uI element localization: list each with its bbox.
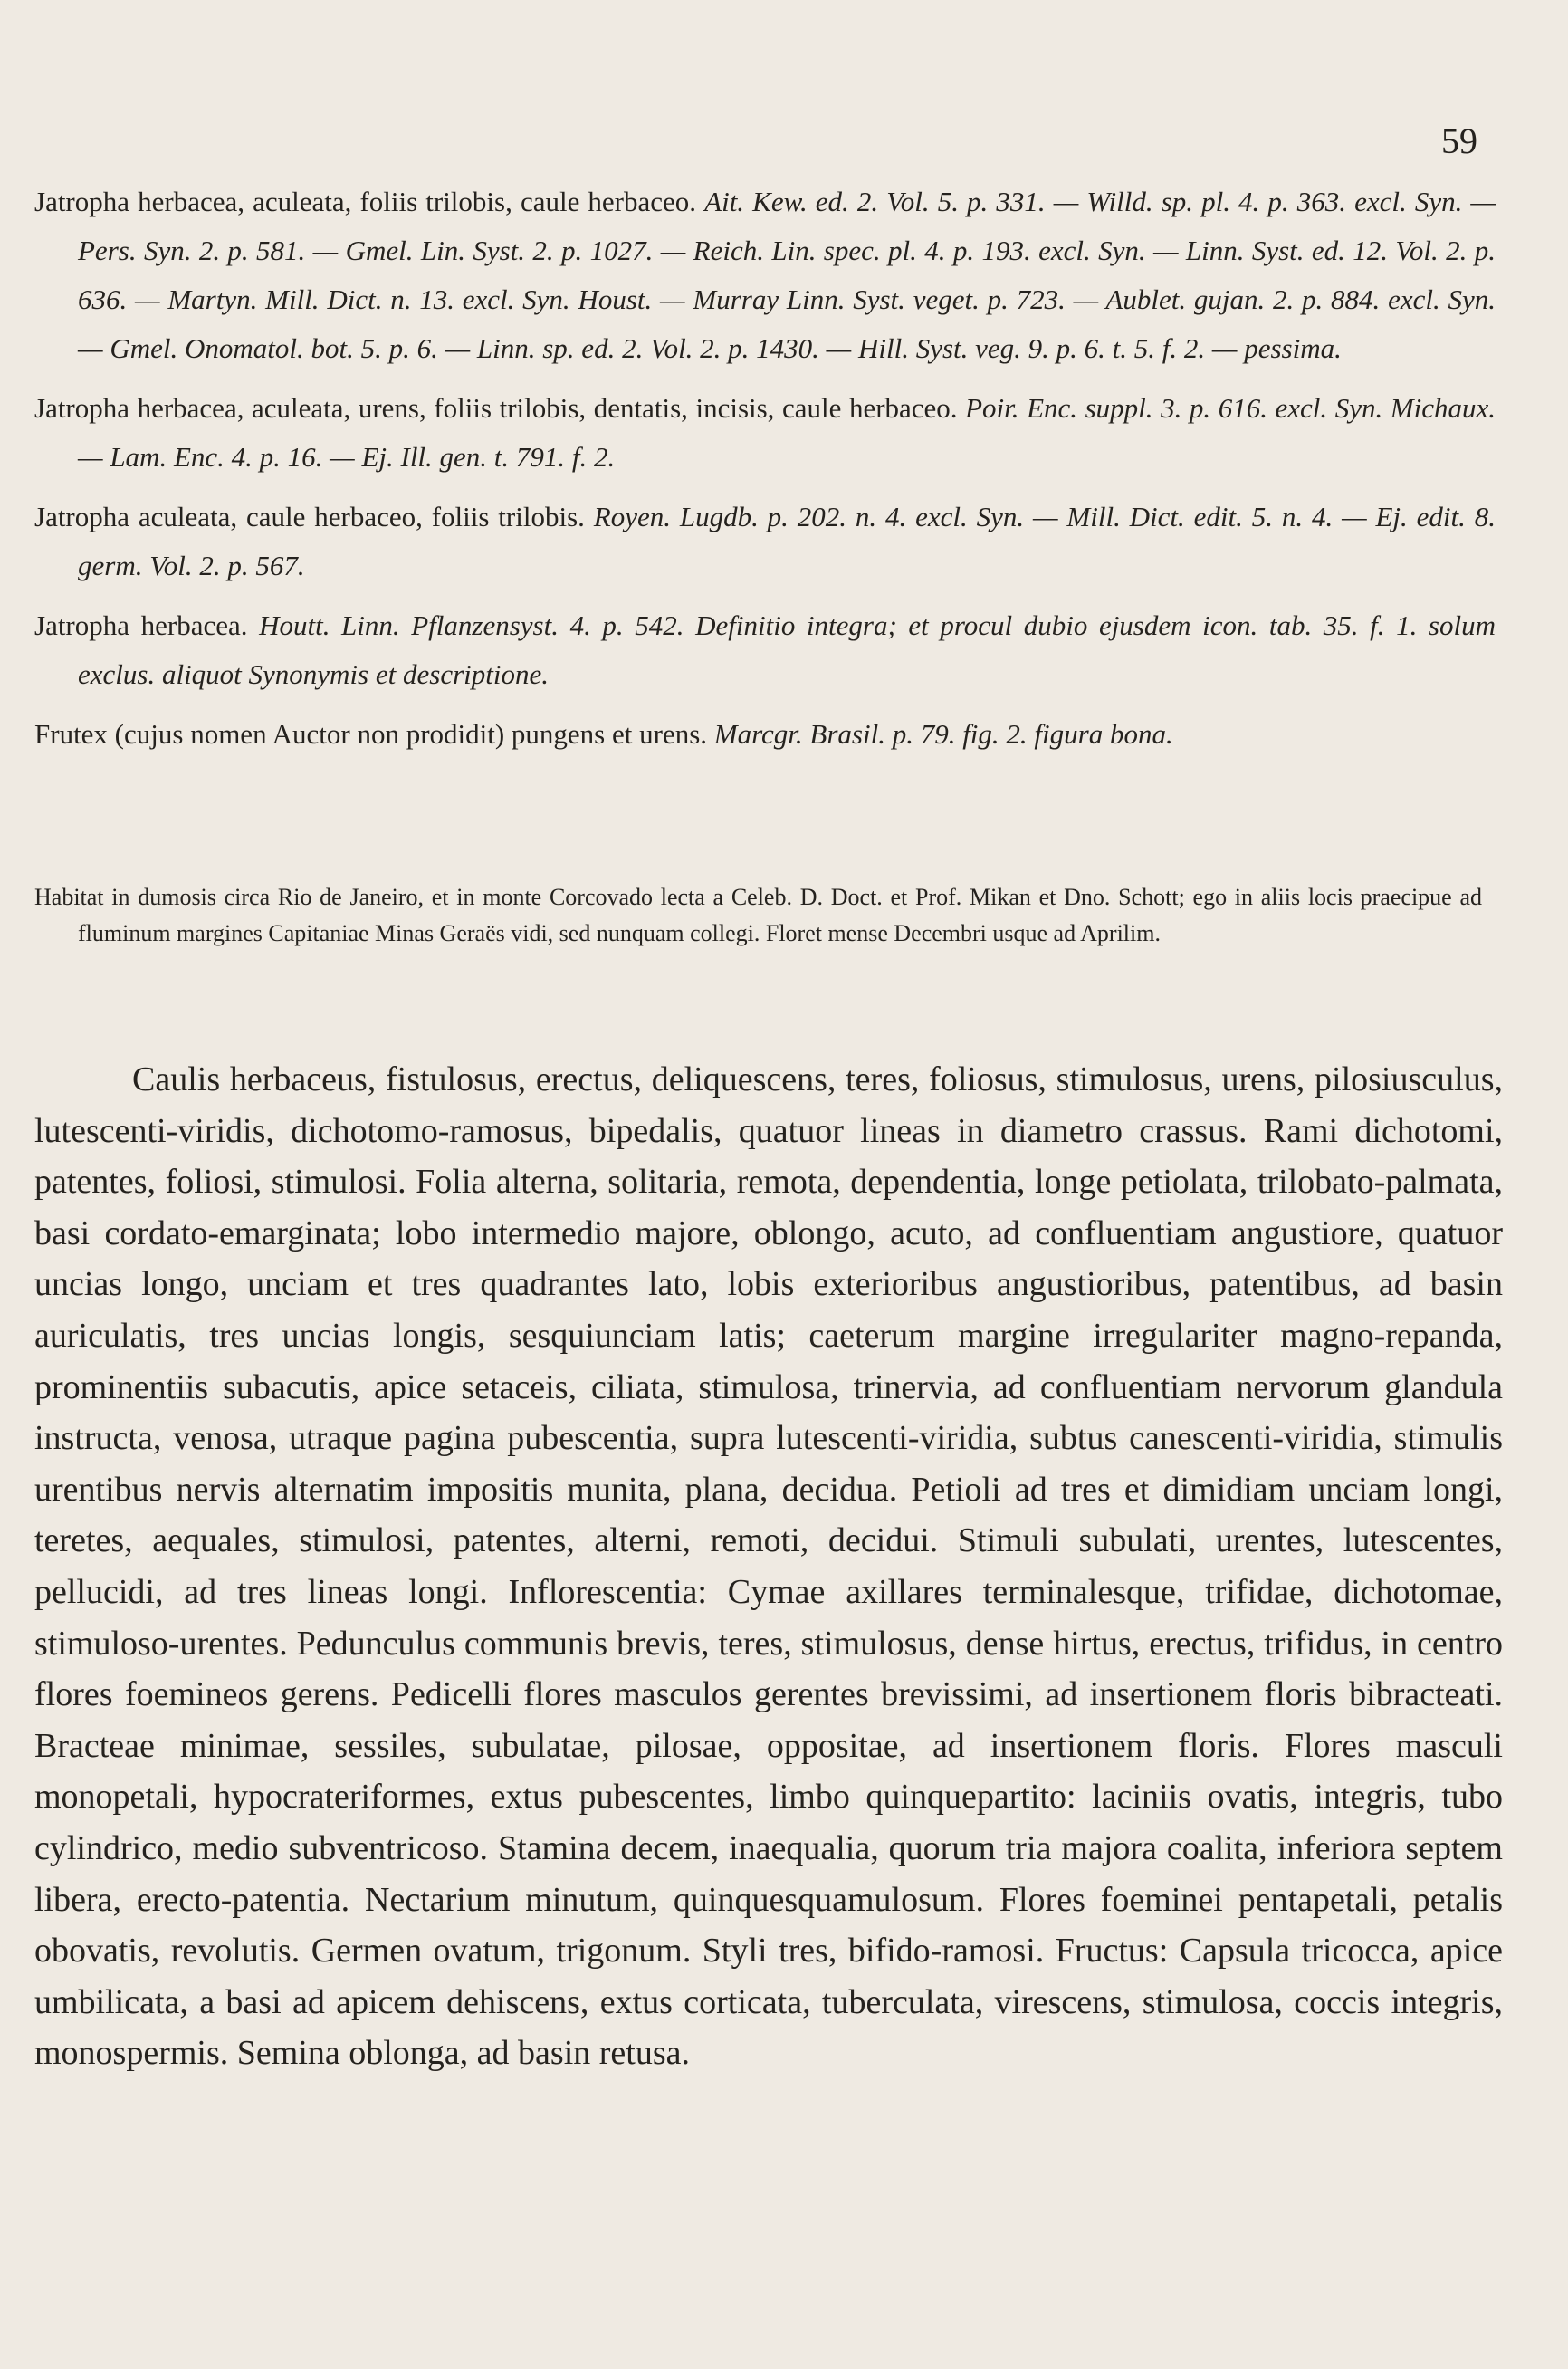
synonym-citations: Poir. Enc. suppl. 3. p. 616. excl. Syn. Michaux. — Lam. Enc. 4. p. 16. — Ej. Ill. gen. t. 791. f. 2. [78, 392, 1496, 473]
synonym-citations: Marcgr. Brasil. p. 79. fig. 2. figura bona. [713, 718, 1173, 750]
page-number: 59 [1441, 120, 1477, 161]
synonym-entry [34, 601, 1496, 699]
synonymy-list [34, 177, 1496, 770]
synonym-name: Jatropha herbacea. [34, 609, 248, 641]
synonym-citations: Ait. Kew. ed. 2. Vol. 5. p. 331. — Willd. sp. pl. 4. p. 363. excl. Syn. — Pers. Syn. 2. p. 581. — Gmel. Lin. Syst. 2. p. 1027. — Reich. Lin. spec. pl. 4. p. 193. excl. Syn. — Linn. Syst. ed. 12. Vol. 2. p. 636. — Martyn. Mill. Dict. n. 13. excl. Syn. Houst. — Murray Linn. Syst. veget. p. 723. — Aublet. gujan. 2. p. 884. excl. Syn. — Gmel. Onomatol. bot. 5. p. 6. — Linn. sp. ed. 2. Vol. 2. p. 1430. — Hill. Syst. veg. 9. p. 6. t. 5. f. 2. — pessima. [78, 186, 1496, 364]
synonym-citations: Houtt. Linn. Pflanzensyst. 4. p. 542. Definitio integra; et procul dubio ejusdem icon. tab. 35. f. 1. solum exclus. aliquot Synonymis et descriptione. [78, 609, 1496, 690]
synonym-entry [34, 177, 1496, 373]
synonym-entry [34, 493, 1496, 590]
synonym-name: Jatropha herbacea, aculeata, foliis trilobis, caule herbaceo. [34, 186, 697, 217]
synonym-entry [34, 384, 1496, 482]
habitat-paragraph: Habitat in dumosis circa Rio de Janeiro, et in monte Corcovado lecta a Celeb. D. Doct. et Prof. Mikan et Dno. Schott; ego in aliis locis praecipue ad fluminum margines Capitaniae Minas Geraës vidi, sed nunquam collegi. Floret mense Decembri usque ad Aprilim. [34, 884, 1482, 946]
synonym-name: Jatropha aculeata, caule herbaceo, foliis trilobis. [34, 501, 585, 532]
description-paragraph: Caulis herbaceus, fistulosus, erectus, deliquescens, teres, foliosus, stimulosus, urens, pilosiusculus, lutescenti-viridis, dichotomo-ramosus, bipedalis, quatuor lineas in diametro crassus. Rami dichotomi, patentes, foliosi, stimulosi. Folia alterna, solitaria, remota, dependentia, longe petiolata, trilobato-palmata, basi cordato-emarginata; lobo intermedio majore, oblongo, acuto, ad confluentiam angustiore, quatuor uncias longo, unciam et tres quadrantes lato, lobis exterioribus angustioribus, patentibus, ad basin auriculatis, tres uncias longis, sesquiunciam latis; caeterum margine irregulariter magno-repanda, prominentiis subacutis, apice setaceis, ciliata, stimulosa, trinervia, ad confluentiam nervorum glandula instructa, venosa, utraque pagina pubescentia, supra lutescenti-viridia, subtus canescenti-viridia, stimulis urentibus nervis alternatim impositis munita, plana, decidua. Petioli ad tres et dimidiam unciam longi, teretes, aequales, stimulosi, patentes, alterni, remoti, decidui. Stimuli subulati, urentes, lutescentes, pellucidi, ad tres lineas longi. Inflorescentia: Cymae axillares terminalesque, trifidae, dichotomae, stimuloso-urentes. Pedunculus communis brevis, teres, stimulosus, dense hirtus, erectus, trifidus, in centro flores foemineos gerens. Pedicelli flores masculos gerentes brevissimi, ad insertionem floris bibracteati. Bracteae minimae, sessiles, subulatae, pilosae, oppositae, ad insertionem floris. Flores masculi monopetali, hypocrateriformes, extus pubescentes, limbo quinquepartito: laciniis ovatis, integris, tubo cylindrico, medio subventricoso. Stamina decem, inaequalia, quorum tria majora coalita, inferiora septem libera, erecto-patentia. Nectarium minutum, quinquesquamulosum. Flores foeminei pentapetali, petalis obovatis, revolutis. Germen ovatum, trigonum. Styli tres, bifido-ramosi. Fructus: Capsula tricocca, apice umbilicata, a basi ad apicem dehiscens, extus corticata, tuberculata, virescens, stimulosa, coccis integris, monospermis. Semina oblonga, ad basin retusa. [34, 1060, 1503, 2073]
synonym-entry [34, 710, 1496, 759]
synonym-name: Jatropha herbacea, aculeata, urens, foliis trilobis, dentatis, incisis, caule herbaceo. [34, 392, 958, 424]
synonym-name: Frutex (cujus nomen Auctor non prodidit) pungens et urens. [34, 718, 708, 750]
synonym-citations: Royen. Lugdb. p. 202. n. 4. excl. Syn. — Mill. Dict. edit. 5. n. 4. — Ej. edit. 8. germ. Vol. 2. p. 567. [78, 501, 1496, 581]
